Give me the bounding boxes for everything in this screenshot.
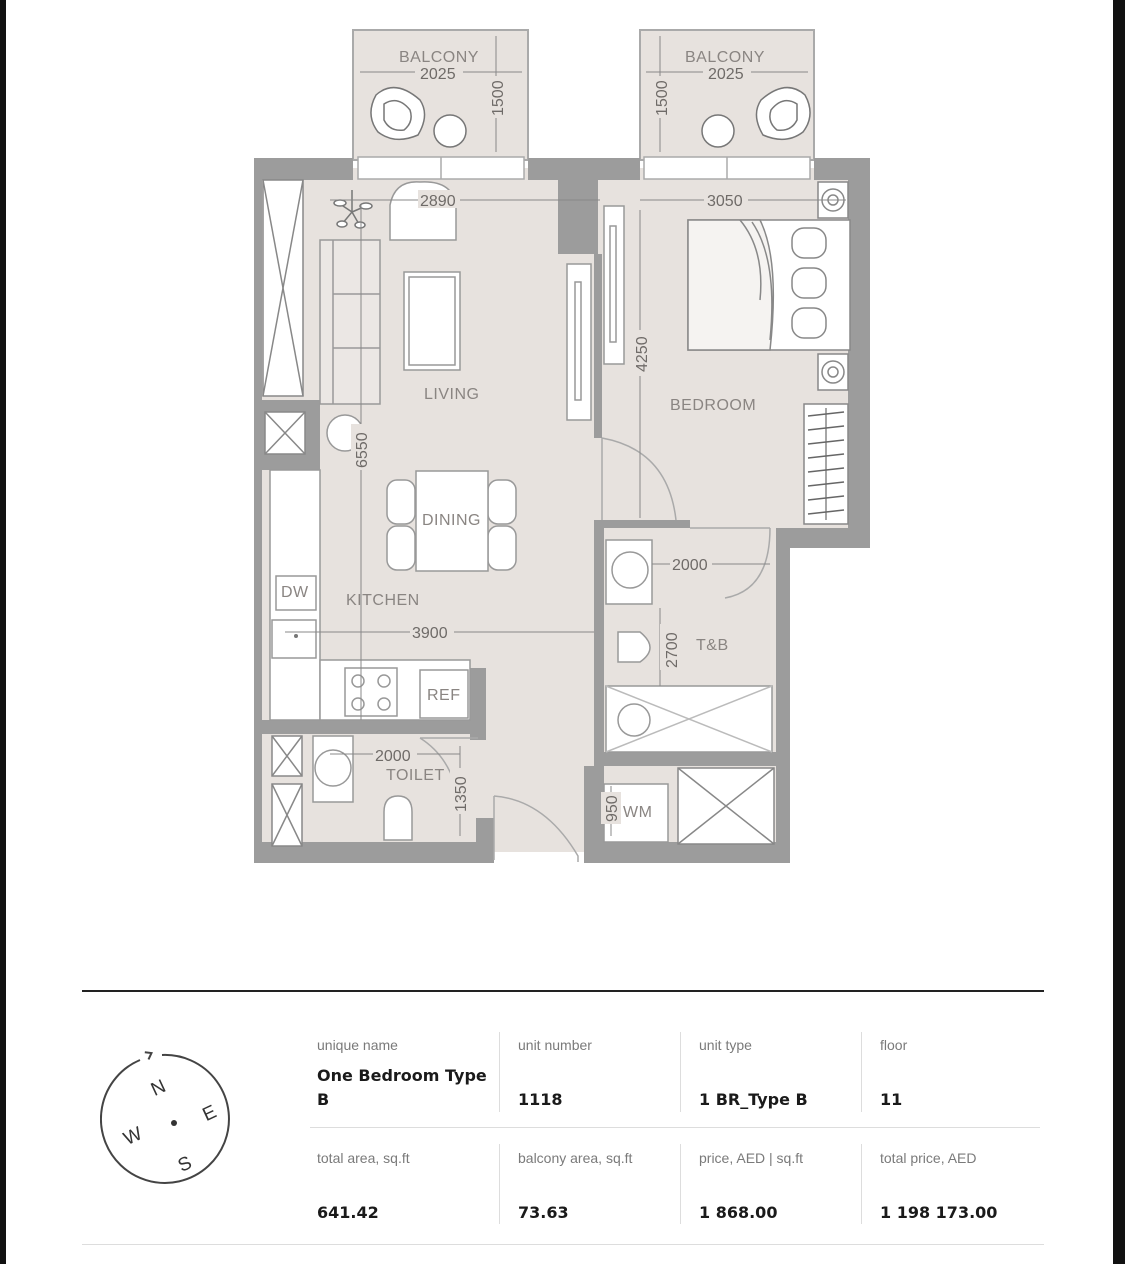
bedroom-width: 3050	[707, 193, 743, 210]
kitchen-label: KITCHEN	[346, 592, 420, 609]
tb-label: T&B	[696, 637, 729, 654]
compass-west: W	[120, 1123, 146, 1150]
kitchen-width: 3900	[412, 625, 448, 642]
compass-south: S	[174, 1152, 196, 1177]
total-price-label: total price, AED	[880, 1150, 977, 1166]
price-per-sqft-label: price, AED | sq.ft	[699, 1150, 804, 1166]
separator	[680, 1032, 681, 1112]
tb-depth: 2700	[664, 632, 681, 668]
wm-depth: 950	[604, 795, 621, 822]
coffee-table-icon	[404, 272, 460, 370]
unique-name-value-line1: One Bedroom Type	[317, 1066, 487, 1085]
unit-number-value: 1118	[518, 1090, 563, 1109]
compass-icon	[100, 1045, 250, 1195]
bedroom-tv-icon	[604, 206, 624, 364]
divider-bottom	[82, 1244, 1044, 1245]
toilet-depth: 1350	[453, 776, 470, 812]
dw-label: DW	[281, 584, 309, 601]
separator	[861, 1144, 862, 1224]
total-area-label: total area, sq.ft	[317, 1150, 410, 1166]
tv-unit-icon	[567, 264, 591, 420]
living-depth: 6550	[354, 432, 371, 468]
balcony-table-left-icon	[434, 115, 466, 147]
compass-north: N	[147, 1075, 170, 1101]
kitchen-sink-icon	[272, 620, 316, 658]
toilet-label: TOILET	[386, 767, 445, 784]
balcony-right-depth: 1500	[654, 80, 671, 116]
toilet-bowl-icon	[384, 796, 412, 840]
wm-label: WM	[623, 804, 653, 821]
unit-type-label: unit type	[699, 1037, 752, 1053]
living-width: 2890	[420, 193, 456, 210]
floor-label: floor	[880, 1037, 908, 1053]
balcony-area-label: balcony area, sq.ft	[518, 1150, 633, 1166]
separator	[680, 1144, 681, 1224]
bedroom-depth: 4250	[634, 336, 651, 372]
ref-label: REF	[427, 687, 461, 704]
balcony-area-value: 73.63	[518, 1203, 569, 1222]
unique-name-label: unique name	[317, 1037, 398, 1053]
unique-name-value-line2: B	[317, 1090, 330, 1109]
bed-icon	[688, 220, 850, 350]
toilet-width: 2000	[375, 748, 411, 765]
separator	[861, 1032, 862, 1112]
balcony-right-width: 2025	[708, 66, 744, 83]
divider-middle	[310, 1127, 1040, 1128]
living-label: LIVING	[424, 386, 480, 403]
cooktop-icon	[345, 668, 397, 716]
dining-label: DINING	[422, 512, 481, 529]
unit-type-value: 1 BR_Type B	[699, 1090, 808, 1109]
compass-east: E	[199, 1101, 220, 1126]
unit-number-label: unit number	[518, 1037, 592, 1053]
balcony-table-right-icon	[702, 115, 734, 147]
price-per-sqft-value: 1 868.00	[699, 1203, 778, 1222]
balcony-right-label: BALCONY	[685, 49, 765, 66]
sofa-icon	[320, 240, 380, 404]
separator	[499, 1032, 500, 1112]
divider-top	[82, 990, 1044, 992]
bedroom-label: BEDROOM	[670, 397, 757, 414]
separator	[499, 1144, 500, 1224]
tb-basin-icon	[612, 552, 648, 588]
total-area-value: 641.42	[317, 1203, 379, 1222]
wardrobe-icon	[804, 404, 848, 524]
balcony-left-depth: 1500	[490, 80, 507, 116]
tb-width: 2000	[672, 557, 708, 574]
tb-toilet-icon	[618, 632, 650, 662]
toilet-basin-icon	[315, 750, 351, 786]
balcony-left-label: BALCONY	[399, 49, 479, 66]
floor-value: 11	[880, 1090, 903, 1109]
balcony-left-width: 2025	[420, 66, 456, 83]
total-price-value: 1 198 173.00	[880, 1203, 998, 1222]
